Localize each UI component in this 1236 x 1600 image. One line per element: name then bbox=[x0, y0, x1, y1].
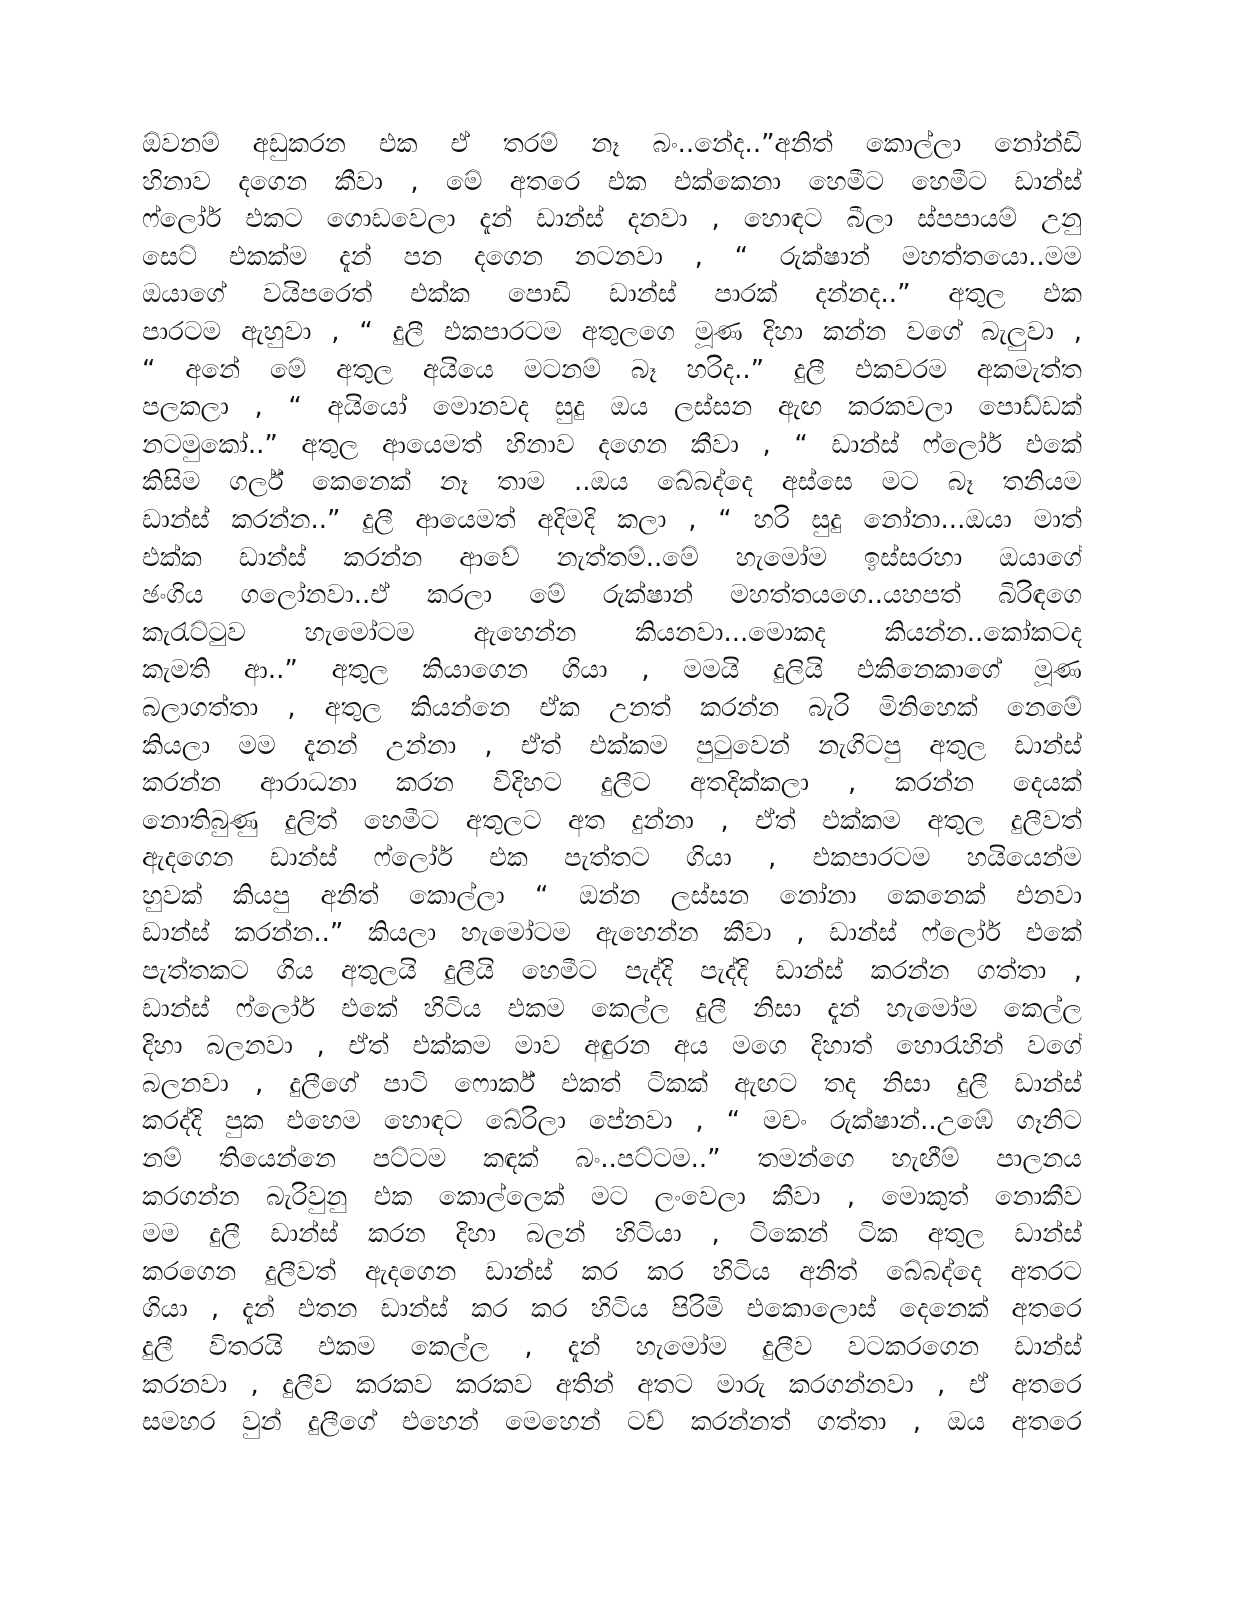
text-line: ෆ්ලෝර් එකට ගොඩවෙලා දැන් ඩාන්ස් දනවා , හොඳට බීලා ස්පපායම් උනු bbox=[142, 204, 1082, 235]
text-line: කැමති ආ..” අතුල කියාගෙන ගියා , මමයි දුලියි එකිනෙකාගේ මූණ bbox=[142, 655, 1082, 686]
text-line: ඩාන්ස් කරන්න..” දුලී ආයෙමත් අදිමදි කලා , “ හරි සුදු නෝනා...ඔයා මාත් bbox=[142, 504, 1082, 535]
text-line: කරගෙන දුලීවත් ඇදගෙන ඩාන්ස් කර කර හිටිය අනිත් බේබද්දෙ අතරට bbox=[142, 1256, 1082, 1287]
text-line: මම දුලී ඩාන්ස් කරන දිහා බලන් හිටියා , ටිකෙන් ටික අතුල ඩාන්ස් bbox=[142, 1219, 1082, 1250]
text-line: සෙට් එකක්ම දැන් පන දගෙන නටනවා , “ රුක්ෂාන් මහත්තයො..මම bbox=[142, 241, 1082, 272]
text-line: ඡංගිය ගලෝනවා..ඒ කරලා මේ රුක්ෂාන් මහත්තයගෙ..යහපත් බිරිඳගෙ bbox=[142, 580, 1082, 611]
text-line: හුවක් කියපු අනිත් කොල්ලා “ ඔන්න ලස්සන නෝනා කෙනෙක් එනවා bbox=[142, 880, 1082, 911]
text-line: නටමුකෝ..” අතුල ආයෙමත් හිනාව දගෙන කීවා , “ ඩාන්ස් ෆ්ලෝර් එකේ bbox=[142, 429, 1082, 460]
text-line: දුලී විතරයි එකම කෙල්ල , දැන් හැමෝම දුලීව වටකරගෙන ඩාන්ස් bbox=[142, 1332, 1082, 1362]
text-line: කිසිම ගර්ල් කෙනෙක් නෑ තාම ..ඔය බේබද්දෙ අස්සෙ මට බෑ තනියම bbox=[142, 467, 1082, 498]
text-line: පාරටම ඇහුවා , “ දුලී එකපාරටම අතුලගෙ මූණ දිහා කන්න වගේ බැලුවා , bbox=[142, 316, 1082, 347]
text-line: ඩාන්ස් ෆ්ලෝර් එකේ හිටිය එකම කෙල්ල දුලී නිසා දැන් හැමෝම කෙල්ල bbox=[142, 993, 1082, 1024]
text-line: කියලා මම දැනන් උන්නා , ඒත් එක්කම පුටුවෙන් නැගිටපු අතුල ඩාන්ස් bbox=[142, 730, 1082, 761]
text-line: ඔයාගේ වයිපරෙත් එක්ක පොඩි ඩාන්ස් පාරක් දන්නද..” අතුල එක bbox=[142, 279, 1082, 310]
text-line: නම් තියෙන්නෙ පට්ටම කඳක් බං..පට්ටම..” තමන්ගෙ හැඟීම් පාලනය bbox=[142, 1144, 1082, 1175]
body-text bbox=[142, 126, 1082, 1442]
text-line: පැත්තකට ගිය අතුලයි දුලීයි හෙමීට පැද්දි පැද්දි ඩාන්ස් කරන්න ගත්තා , bbox=[142, 956, 1082, 987]
text-line: ඕවනම් අඩුකරන එක ඒ තරම් නෑ බං..නේද..”අනිත් කොල්ලා නෝන්ඩි bbox=[142, 129, 1082, 159]
text-line: කරගන්න බැරිවුනු එක කොල්ලෙක් මට ලංවෙලා කීවා , මොකුත් නොකීව bbox=[142, 1181, 1082, 1212]
text-line: “ අනේ මේ අතුල අයියෙ මටනම් බෑ හරිද..” දුලී එකවරම අකමැත්ත bbox=[142, 354, 1082, 385]
text-line: ඩාන්ස් කරන්න..” කියලා හැමෝටම ඇහෙන්න කීවා , ඩාන්ස් ෆ්ලෝර් එකේ bbox=[142, 918, 1082, 949]
text-line: හිනාව දගෙන කීවා , මේ අතරෙ එක එක්කෙනා හෙමීට හෙමීට ඩාන්ස් bbox=[142, 166, 1082, 197]
text-line: බලනවා , දුලීගේ පාටි ෆොර්ක් එකත් ටිකක් ඇඟට තද නිසා දුලී ඩාන්ස් bbox=[142, 1068, 1082, 1099]
text-line: සමහර වුන් දුලීගේ එහෙන් මෙහෙන් ටච් කරන්නත් ගත්තා , ඔය අතරෙ bbox=[142, 1407, 1082, 1438]
text-line: කැරැට්ටුව හැමෝටම ඇහෙන්න කියනවා...මොකද කියන්න..කෝකටද bbox=[142, 617, 1082, 648]
text-line: දිහා බලනවා , ඒත් එක්කම මාව අඳුරන අය මගෙ දිහාත් හොරැහින් වගේ bbox=[142, 1031, 1082, 1062]
text-line: පලකලා , “ අයියෝ මොනවද සුදු ඔය ලස්සන ඇඟ කරකවලා පොඩ්ඩක් bbox=[142, 392, 1082, 423]
text-line: ඇදගෙන ඩාන්ස් ෆ්ලෝර් එක පැත්තට ගියා , එකපාරටම හයියෙන්ම bbox=[142, 843, 1082, 874]
text-line: කරද්දි පුක එහෙම හොඳට බේරිලා පේනවා , “ මචං රුක්ෂාන්..උඹේ ගෑනිට bbox=[142, 1106, 1082, 1137]
text-line: කරන්න ආරාධනා කරන විදිහට දුලීට අතදික්කලා , කරන්න දෙයක් bbox=[142, 768, 1082, 799]
text-line: බලාගත්තා , අතුල කියන්නෙ ඒක උනත් කරන්න බැරි මිනිහෙක් නෙමේ bbox=[142, 692, 1082, 723]
text-line: ගියා , දැන් එතන ඩාන්ස් කර කර හිටිය පිරිමි එකොලොස් දෙනෙක් අතරෙ bbox=[142, 1294, 1082, 1325]
text-line: එක්ක ඩාන්ස් කරන්න ආවේ නැත්තම්..මේ හැමෝම ඉස්සරහා ඔයාගේ bbox=[142, 542, 1082, 573]
text-line: කරනවා , දුලීව කරකව කරකව අතින් අතට මාරු කරගන්නවා , ඒ අතරෙ bbox=[142, 1369, 1082, 1400]
text-line: නොතිබුණු දුලිත් හෙමීට අතුලට අත දුන්නා , ඒත් එක්කම අතුල දුලීවත් bbox=[142, 805, 1082, 836]
